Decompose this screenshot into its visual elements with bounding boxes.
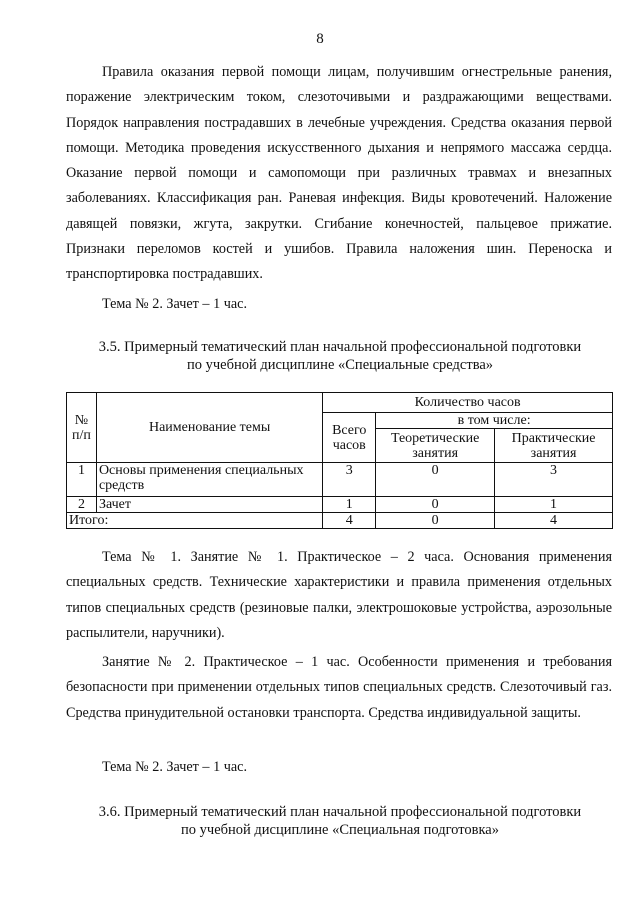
section-3-5-heading-line2: по учебной дисциплине «Специальные средства» [186,357,494,373]
row-number: 1 [67,463,97,497]
section-3-6-heading [40,803,640,839]
header-practice: Практические занятия [495,429,613,463]
topic-1-lesson-1-paragraph: Тема № 1. Занятие № 1. Практическое – 2 часа. Основания применения специальных средств. Технические характеристики и правила применения отдельных типов специальных средств (резиновые палки, электрошоковые устройства, аэрозольные распылители, наручники). [66,549,612,641]
topic-2-credit-line: Тема № 2. Зачет – 1 час. [102,759,247,775]
total-label: Итого: [67,513,323,529]
topic-2-credit-line: Тема № 2. Зачет – 1 час. [102,296,247,312]
section-3-6-heading-line2: по учебной дисциплине «Специальная подготовка» [181,822,499,838]
thematic-plan-table [66,392,613,529]
header-including: в том числе: [376,413,613,429]
table-header-row [67,393,613,413]
header-topic-name: Наименование темы [96,393,322,463]
section-3-5-heading [40,338,640,374]
header-number: № п/п [67,393,97,463]
row-total-hours: 1 [323,497,376,513]
table-row [67,497,613,513]
total-practice-hours: 4 [495,513,613,529]
first-aid-paragraph: Правила оказания первой помощи лицам, получившим огнестрельные ранения, поражение электрическим током, слезоточивыми и раздражающими веществами. Порядок направления пострадавших в лечебные учреждения. Средства оказания первой помощи. Методика проведения искусственного дыхания и непрямого массажа сердца. Оказание первой помощи и самопомощи при различных травмах и внезапных заболеваниях. Классификация ран. Раневая инфекция. Виды кровотечений. Наложение давящей повязки, жгута, закрутки. Сгибание конечностей, пальцевое прижатие. Признаки переломов костей и ушибов. Правила наложения шин. Переноска и транспортировка пострадавших. [66,64,612,283]
row-practice-hours: 1 [495,497,613,513]
total-theory-hours: 0 [376,513,495,529]
total-hours: 4 [323,513,376,529]
table-row [67,463,613,497]
section-3-5-heading-line1: 3.5. Примерный тематический план начальной профессиональной подготовки [98,339,582,355]
lesson-2-paragraph: Занятие № 2. Практическое – 1 час. Особенности применения и требования безопасности при применении отдельных типов специальных средств. Слезоточивый газ. Средства принудительной остановки транспорта. Средства индивидуальной защиты. [66,654,612,721]
row-practice-hours: 3 [495,463,613,497]
row-topic-name: Основы применения специальных средств [96,463,322,497]
row-number: 2 [67,497,97,513]
row-theory-hours: 0 [376,463,495,497]
header-hours-count: Количество часов [323,393,613,413]
row-theory-hours: 0 [376,497,495,513]
row-topic-name: Зачет [96,497,322,513]
section-3-6-heading-line1: 3.6. Примерный тематический план начальной профессиональной подготовки [98,804,582,820]
header-total-hours: Всего часов [323,413,376,463]
header-theory: Теоретические занятия [376,429,495,463]
page-number: 8 [316,31,324,47]
row-total-hours: 3 [323,463,376,497]
table-total-row [67,513,613,529]
